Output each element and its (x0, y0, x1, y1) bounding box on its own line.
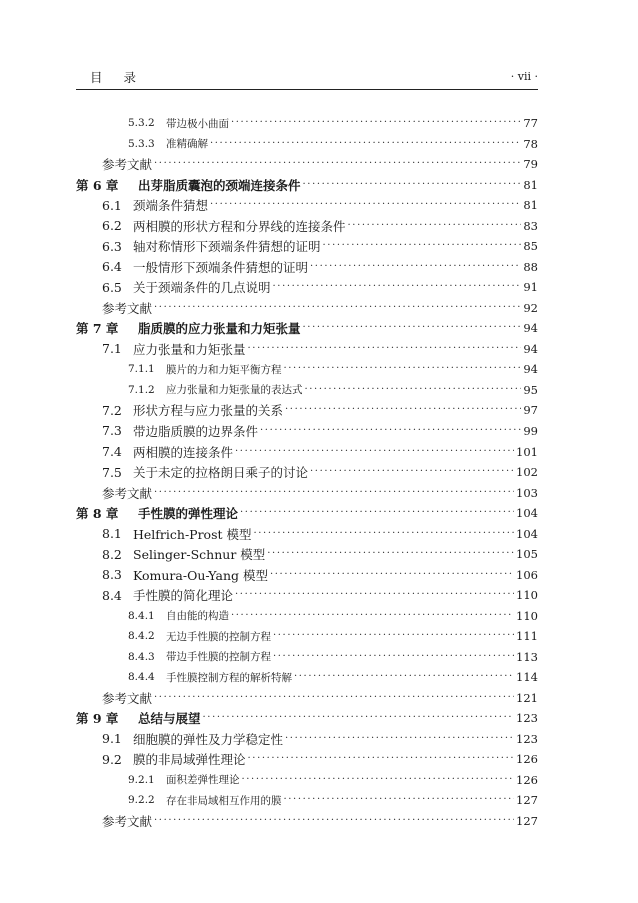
table-of-contents (76, 113, 567, 831)
toc-entry-title: 一般情形下颈端条件猜想的证明 (133, 259, 309, 275)
toc-dot-leader (260, 426, 521, 436)
toc-entry-title: 脂质膜的应力张量和力矩张量 (138, 321, 301, 337)
toc-entry-row (76, 257, 538, 278)
toc-entry-title: 应力张量和力矩张量 (133, 341, 246, 357)
toc-entry-row (76, 441, 538, 462)
toc-entry-title: 总结与展望 (138, 711, 201, 727)
toc-entry-number: 6.5 (102, 279, 122, 295)
toc-entry-title: 自由能的构造 (166, 610, 229, 623)
toc-dot-leader (303, 323, 522, 333)
toc-entry-row (76, 790, 538, 811)
toc-dot-leader (323, 241, 522, 251)
toc-entry-title: 颈端条件猜想 (133, 198, 209, 214)
toc-chapter-row (76, 318, 538, 339)
toc-entry-number: 6.3 (102, 238, 122, 254)
toc-page-number: 121 (516, 690, 538, 705)
toc-entry-title: 关于颈端条件的几点说明 (133, 280, 271, 296)
toc-dot-leader (270, 570, 514, 580)
toc-dot-leader (285, 734, 514, 744)
toc-entry-row (76, 380, 538, 401)
toc-entry-title: 面积差弹性理论 (166, 774, 240, 787)
toc-entry-title: 膜片的力和力矩平衡方程 (166, 363, 282, 376)
toc-dot-leader (294, 672, 514, 682)
toc-entry-row (76, 216, 538, 237)
toc-entry-title: 参考文献 (102, 690, 153, 706)
toc-dot-leader (210, 200, 521, 210)
toc-entry-number: 8.4.1 (128, 609, 155, 622)
toc-page-number: 101 (516, 444, 538, 459)
toc-entry-row (76, 749, 538, 770)
toc-entry-row (76, 134, 538, 155)
toc-entry-row (76, 195, 538, 216)
running-header (76, 66, 538, 88)
toc-entry-row (76, 626, 538, 647)
toc-entry-title: 参考文献 (102, 157, 153, 173)
toc-dot-leader (273, 282, 522, 292)
toc-dot-leader (231, 118, 521, 128)
toc-entry-row (76, 605, 538, 626)
toc-dot-leader (240, 508, 514, 518)
toc-page-number: 92 (523, 300, 538, 315)
toc-page-number: 91 (523, 280, 538, 295)
toc-dot-leader (203, 713, 515, 723)
toc-entry-row (76, 113, 538, 134)
toc-page-number: 95 (523, 382, 538, 397)
toc-entry-row (76, 770, 538, 791)
toc-page-number: 79 (523, 157, 538, 172)
toc-page-number: 78 (523, 136, 538, 151)
toc-entry-title: 应力张量和力矩张量的表达式 (166, 384, 303, 397)
toc-page-number: 123 (516, 711, 538, 726)
header-rule (76, 89, 538, 90)
header-section-title: 目录 (90, 70, 158, 85)
toc-page-number: 126 (516, 752, 538, 767)
toc-page-number: 94 (523, 341, 538, 356)
toc-dot-leader (235, 590, 514, 600)
toc-dot-leader (273, 652, 514, 662)
toc-entry-title: 参考文献 (102, 300, 153, 316)
toc-dot-leader (267, 549, 514, 559)
toc-entry-number: 第 9 章 (76, 711, 119, 727)
toc-entry-number: 7.5 (102, 464, 122, 480)
toc-entry-title: 参考文献 (102, 485, 153, 501)
toc-entry-title: 手性膜控制方程的解析特解 (166, 671, 292, 684)
toc-entry-title: 出芽脂质囊泡的颈端连接条件 (138, 177, 301, 193)
toc-entry-number: 8.3 (102, 567, 122, 583)
toc-entry-title: 带边极小曲面 (166, 117, 229, 130)
toc-entry-row (76, 544, 538, 565)
toc-dot-leader (231, 611, 514, 621)
toc-dot-leader (310, 467, 514, 477)
toc-entry-number: 9.2.2 (128, 794, 155, 807)
toc-entry-row (76, 298, 538, 319)
toc-entry-row (76, 646, 538, 667)
toc-entry-title: Komura-Ou-Yang 模型 (133, 567, 268, 583)
toc-entry-row (76, 811, 538, 832)
toc-entry-row (76, 667, 538, 688)
toc-entry-number: 8.1 (102, 526, 122, 542)
toc-dot-leader (235, 447, 514, 457)
toc-entry-row (76, 482, 538, 503)
toc-chapter-row (76, 175, 538, 196)
toc-entry-number: 第 8 章 (76, 506, 119, 522)
toc-entry-number: 8.4 (102, 587, 122, 603)
toc-entry-title: 参考文献 (102, 813, 153, 829)
toc-entry-number: 8.4.4 (128, 671, 155, 684)
toc-entry-row (76, 462, 538, 483)
toc-page-number: 104 (516, 506, 538, 521)
toc-entry-row (76, 728, 538, 749)
toc-entry-number: 7.4 (102, 444, 122, 459)
toc-entry-title: 两相膜的形状方程和分界线的连接条件 (133, 218, 346, 234)
toc-entry-number: 第 7 章 (76, 321, 119, 337)
toc-chapter-row (76, 503, 538, 524)
toc-page-number: 94 (523, 321, 538, 336)
toc-entry-number: 7.2 (102, 402, 122, 418)
toc-entry-row (76, 236, 538, 257)
toc-page-number: 94 (523, 362, 538, 377)
toc-entry-number: 7.1.2 (128, 383, 155, 396)
toc-page-number: 114 (516, 670, 538, 685)
toc-chapter-row (76, 708, 538, 729)
toc-dot-leader (348, 221, 522, 231)
toc-entry-title: 膜的非局域弹性理论 (133, 752, 246, 768)
toc-page-number: 81 (523, 177, 538, 192)
toc-entry-number: 6.1 (102, 197, 122, 213)
toc-entry-number: 8.4.3 (128, 650, 155, 663)
toc-dot-leader (273, 631, 514, 641)
toc-entry-number: 第 6 章 (76, 177, 119, 193)
toc-entry-title: 轴对称情形下颈端条件猜想的证明 (133, 239, 321, 255)
header-page-number: · vii · (510, 70, 538, 83)
toc-entry-number: 7.3 (102, 423, 122, 439)
toc-entry-title: 细胞膜的弹性及力学稳定性 (133, 731, 284, 747)
toc-entry-title: 带边手性膜的控制方程 (166, 651, 271, 664)
toc-entry-row (76, 687, 538, 708)
toc-page-number: 110 (516, 588, 538, 603)
toc-entry-row (76, 523, 538, 544)
toc-dot-leader (248, 344, 522, 354)
toc-entry-number: 6.4 (102, 259, 122, 275)
toc-page-number: 111 (516, 629, 538, 644)
toc-entry-title: 两相膜的连接条件 (133, 444, 234, 460)
toc-entry-title: Helfrich-Prost 模型 (133, 526, 252, 542)
toc-entry-title: 带边脂质膜的边界条件 (133, 423, 259, 439)
toc-page-number: 103 (516, 485, 538, 500)
toc-page-number: 113 (516, 649, 538, 664)
toc-dot-leader (154, 693, 514, 703)
toc-page-number: 105 (516, 547, 538, 562)
toc-dot-leader (285, 405, 521, 415)
toc-entry-number: 9.2 (102, 751, 122, 767)
toc-page-number: 81 (523, 198, 538, 213)
toc-page-number: 127 (516, 793, 538, 808)
toc-dot-leader (242, 775, 515, 785)
toc-entry-title: 手性膜的简化理论 (133, 588, 234, 604)
toc-dot-leader (310, 262, 521, 272)
toc-dot-leader (248, 754, 515, 764)
toc-page-number: 106 (516, 567, 538, 582)
toc-entry-row (76, 421, 538, 442)
toc-dot-leader (154, 488, 514, 498)
toc-entry-title: 形状方程与应力张量的关系 (133, 403, 284, 419)
toc-entry-number: 7.1 (102, 341, 122, 357)
toc-entry-title: 准精确解 (166, 138, 208, 151)
toc-page-number: 88 (523, 259, 538, 274)
toc-entry-title: 关于未定的拉格朗日乘子的讨论 (133, 465, 309, 481)
toc-entry-number: 6.2 (102, 218, 122, 234)
toc-dot-leader (284, 364, 522, 374)
toc-page-number: 126 (516, 772, 538, 787)
toc-dot-leader (305, 385, 522, 395)
toc-dot-leader (154, 159, 521, 169)
toc-entry-title: 存在非局域相互作用的膜 (166, 794, 282, 807)
toc-entry-number: 5.3.2 (128, 117, 155, 130)
toc-page-number: 110 (516, 608, 538, 623)
toc-dot-leader (210, 139, 521, 149)
toc-entry-number: 9.1 (102, 731, 122, 747)
toc-page-number: 77 (523, 116, 538, 131)
toc-page-number: 97 (523, 403, 538, 418)
toc-entry-number: 7.1.1 (128, 363, 155, 376)
toc-entry-title: Selinger-Schnur 模型 (133, 547, 266, 563)
toc-page-number: 85 (523, 239, 538, 254)
toc-entry-number: 9.2.1 (128, 773, 155, 786)
toc-dot-leader (284, 795, 515, 805)
toc-dot-leader (154, 816, 514, 826)
toc-page-number: 83 (523, 218, 538, 233)
toc-entry-number: 5.3.3 (128, 137, 155, 150)
toc-dot-leader (254, 529, 515, 539)
toc-entry-row (76, 154, 538, 175)
toc-entry-number: 8.4.2 (128, 630, 155, 643)
toc-page-number: 104 (516, 526, 538, 541)
toc-page-number: 123 (516, 731, 538, 746)
toc-entry-title: 手性膜的弹性理论 (138, 506, 239, 522)
toc-entry-row (76, 400, 538, 421)
toc-entry-row (76, 277, 538, 298)
toc-page-number: 127 (516, 813, 538, 828)
toc-page-number: 99 (523, 423, 538, 438)
toc-page-number: 102 (516, 465, 538, 480)
toc-entry-row (76, 564, 538, 585)
toc-entry-row (76, 339, 538, 360)
toc-dot-leader (303, 180, 522, 190)
toc-entry-title: 无边手性膜的控制方程 (166, 630, 271, 643)
toc-dot-leader (154, 303, 521, 313)
toc-entry-row (76, 585, 538, 606)
toc-entry-number: 8.2 (102, 546, 122, 562)
toc-entry-row (76, 359, 538, 380)
